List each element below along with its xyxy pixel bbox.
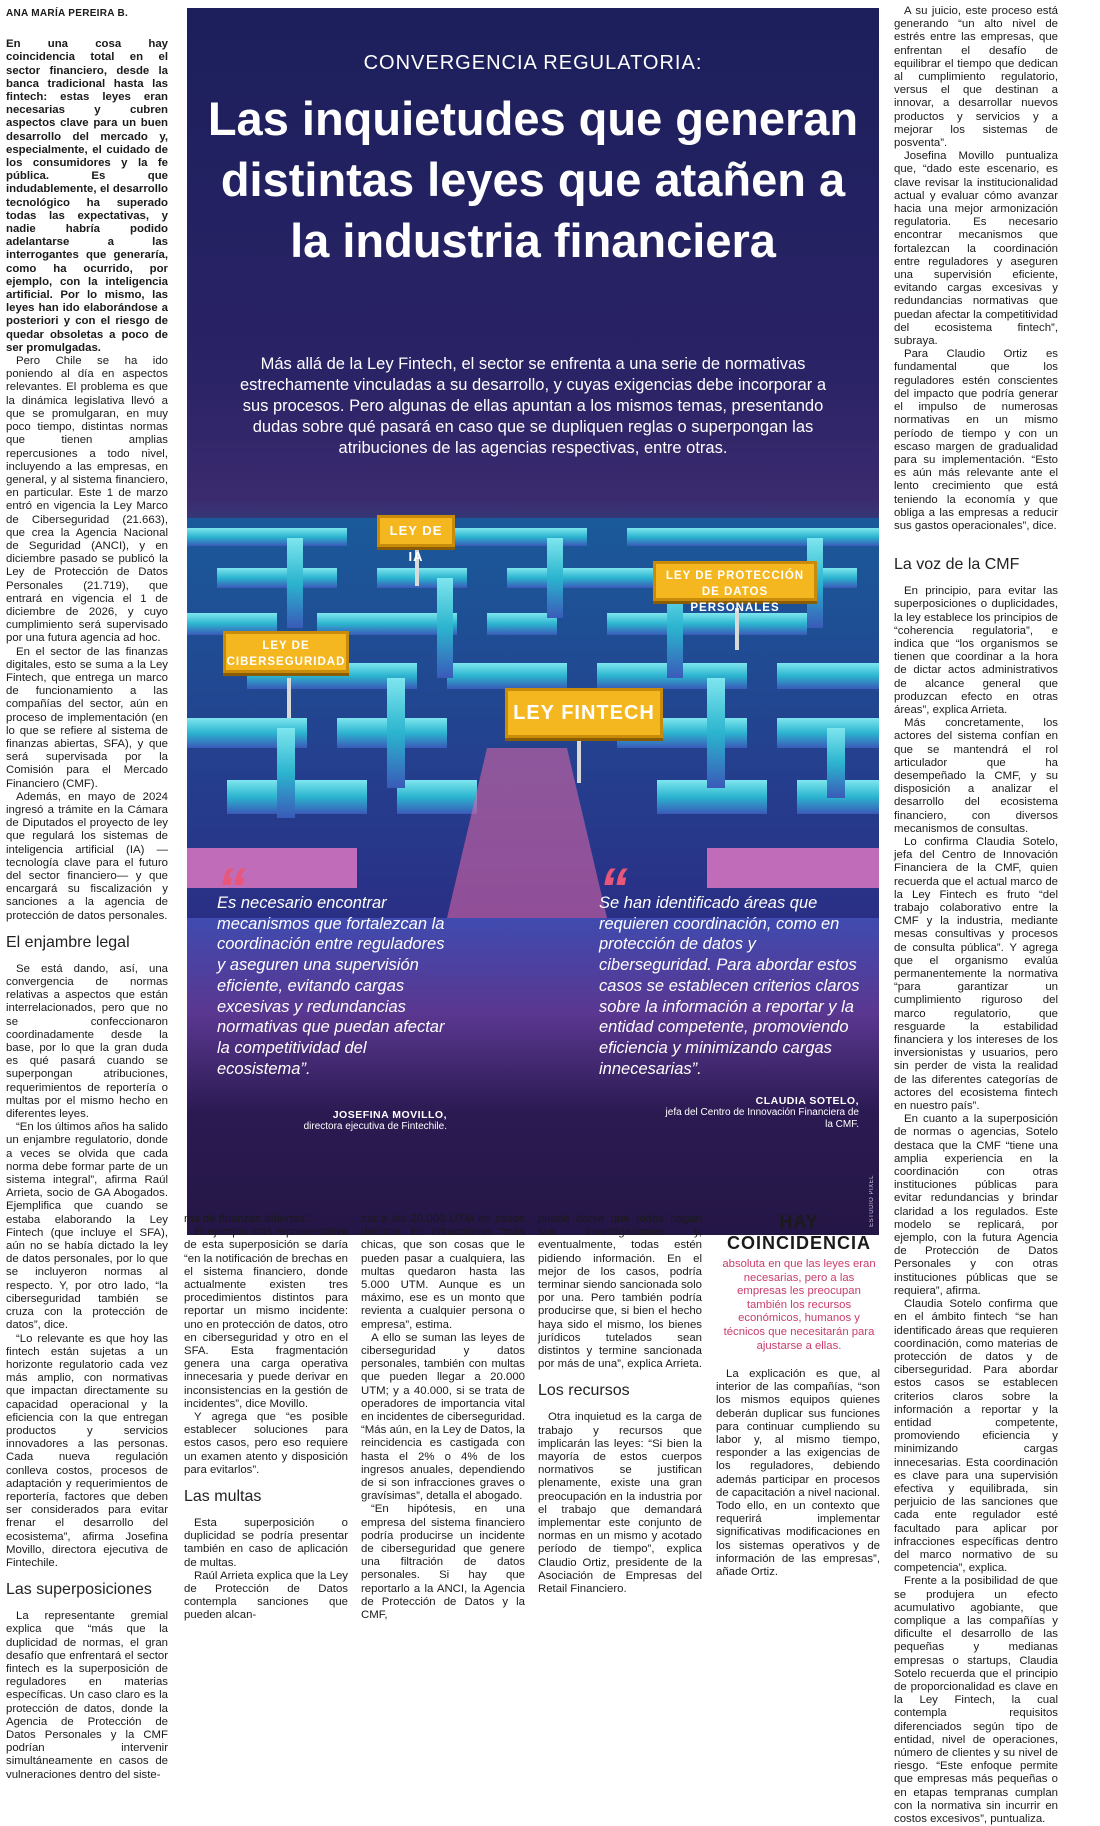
paragraph: puede darse que todas hagan sus investigaciones y, eventualmente, todas estén pidiendo información. En el mejor de los casos, podría terminar siendo sancionada solo por una. Pero también podría producirse que, si bien el hecho haya sido el mismo, los bienes jurídicos tutelados sean distintos y termine sancionada por más de una”, explica Arrieta. <box>538 1213 702 1371</box>
paragraph: “En hipótesis, en una empresa del sistema financiero podría producirse un incidente de ciberseguridad que genere una filtración de datos personales. Si hay que reportarlo a la ANCI, la Agencia de Protección de Datos y la CMF, <box>361 1503 525 1622</box>
sign-ley-fintech: LEY FINTECH <box>505 688 663 738</box>
sign-post <box>577 738 581 783</box>
paragraph: Y agrega que “es posible establecer soluciones para estos casos, pero eso requiere un examen atento y disposición para evitarlos”. <box>184 1411 348 1476</box>
paragraph: Lo confirma Claudia Sotelo, jefa del Centro de Innovación Financiera de la CMF, quien recuerda que el actual marco de la Ley Fintech es fruto “del trabajo colaborativo entre la CMF y la industria, mediante mesas consultivas y procesos de consulta pública”. Y agrega que el organismo evalúa permanentemente la normativa “para garantizar un cumplimiento riguroso del marco regulatorio, que resguarde la estabilidad financiera y los intereses de los inversionistas y usuarios, pero sin perder de vista la realidad de las diferentes categorías de actores del ecosistema fintech en nuestro país”. <box>894 835 1058 1113</box>
quote-movillo: Es necesario encontrar mecanismos que fortalezcan la coordinación entre reguladores y aseguren una supervisión eficiente, evitando cargas excesivas y redundancias normativas que puedan afectar la competitividad del ecosistema”. <box>217 894 445 1078</box>
pull-quote <box>719 1212 879 1353</box>
headline: Las inquietudes que generan distintas leyes que atañen a la industria financiera <box>207 92 859 267</box>
subhead-recursos: Los recursos <box>538 1382 630 1400</box>
subhead-multas: Las multas <box>184 1488 262 1506</box>
paragraph: Otra inquietud es la carga de trabajo y recursos que implicarán las leyes: “Si bien la mayoría de estos cuerpos normativos se justifican plenamente, existe una gran preocupación en la industria por el trabajo que demandará implementar este conjunto de normas en un mismo y acotado período de tiempo”, explica Claudio Ortiz, presidente de la Asociación de Empresas del Retail Financiero. <box>538 1411 702 1596</box>
pull-quote-title: HAY <box>779 1212 819 1232</box>
paragraph: “En los últimos años ha salido un enjambre regulatorio, donde a veces se olvida que cada norma debe formar parte de un sistema integral”, afirma Raúl Arrieta, socio de GA Abogados. Ejemplifica que cuando se estaba elaborando la Ley Fintech (que incluye el SFA), aún no se había dictado la ley de datos personales, por lo que se incluyeron normas al respecto. Y, por otro lado, “la ciberseguridad también se cruza con la protección de datos”, dice. <box>6 1121 168 1332</box>
sign-ley-ia: LEY DE IA <box>377 515 455 547</box>
paragraph: Se está dando, así, una convergencia de normas relativas a aspectos que están interrelacionados, pero que no se confeccionaron coordinadamente desde la base, por lo que la gran duda es qué pasará cuando se superpongan atribuciones, requerimientos de reportería o multas por el mismo hecho en diferentes leyes. <box>6 962 168 1121</box>
paragraph: ma de finanzas abiertas”. <box>184 1213 312 1225</box>
sign-post <box>287 678 291 718</box>
quote-mark-icon: “ <box>217 857 246 922</box>
quote-sotelo-role: jefa del Centro de Innovación Financiera de la CMF. <box>665 1107 859 1130</box>
pull-quote-body: absoluta en que las leyes eran necesarias, pero a las empresas les preocupan también los recursos económicos, humanos y técnicos que necesitarán para ajustarse a ellas. <box>722 1258 876 1352</box>
kicker: CONVERGENCIA REGULATORIA: <box>363 52 703 74</box>
pull-quote-title: COINCIDENCIA <box>726 1233 871 1253</box>
paragraph: En principio, para evitar las superposiciones o duplicidades, la ley establece los principios de “coherencia regulatoria”, e indica que “los organismos se tienen que coordinar a la hora de dictar actos administrativos de alcance general que produzcan efecto en otras áreas”, explica Arrieta. <box>894 585 1058 716</box>
subhead-enjambre: El enjambre legal <box>6 933 130 951</box>
paragraph: Esta superposición o duplicidad se podría presentar también en caso de aplicación de multas. <box>184 1517 348 1569</box>
column-2 <box>184 1213 349 1622</box>
paragraph: A ello se suman las leyes de ciberseguridad y datos personales, también con multas que pueden llegar a 20.000 UTM; y a 40.000, si se trata de operadores de importancia vital en incidentes de ciberseguridad. “Más aún, en la Ley de Datos, la reincidencia es castigada con hasta el 2% o 4% de los ingresos anuales, dependiendo de si son infracciones graves o gravísimas”, detalla el abogado. <box>361 1331 526 1503</box>
paragraph: Raúl Arrieta explica que la Ley de Protección de Datos contempla sanciones que pueden alcan- <box>184 1569 348 1622</box>
column-1 <box>6 7 168 1781</box>
quote-mark-icon: “ <box>599 857 628 922</box>
paragraph: zar a las 20.000 UTM en casos dolosos. En infracciones “más chicas, que son cosas que le pueden pasar a cualquiera, las multas quedaron hasta las 5.000 UTM. Aunque es un máximo, ese es un monto que revienta a cualquier persona o empresa”, estima. <box>361 1213 525 1331</box>
paragraph: En el sector de las finanzas digitales, esto se suma a la Ley Fintech, que entrega un marco de funcionamiento a las compañías del sector, aún en proceso de implementación (en lo que se refiere al sistema de finanzas abiertas, SFA), y que será supervisada por la Comisión para el Mercado Financiero (CMF). <box>6 645 168 790</box>
paragraph: En cuanto a la superposición de normas o agencias, Sotelo destaca que la CMF “tiene una amplia experiencia en la coordinación con otras instituciones públicas para evitar redundancias y brindar claridad a los regulados. Este modelo se replicará, por ejemplo, con la futura Agencia de Protección de Datos Personales y con otras instituciones públicas que se requiera”, afirma. <box>894 1113 1058 1297</box>
lead-paragraph: En una cosa hay coincidencia total en el sector financiero, desde la banca tradicional hasta las fintech: estas leyes eran necesarias y cubren aspectos clave para un buen desarrollo del mercado y, especialmente, el cuidado de los consumidores y la fe pública. Es que indudablemente, el desarrollo tecnológico ha superado todas las expectativas, y nadie habría podido adelantarse a las interrogantes que generaría, como ha ocurrido, por ejemplo, con la inteligencia artificial. Por lo mismo, las leyes han ido elaborándose a posteriori y con el riesgo de quedar obsoletas a poco de ser promulgadas. <box>6 38 168 354</box>
quote-sotelo-attribution <box>659 1095 859 1131</box>
deck: Más allá de la Ley Fintech, el sector se enfrenta a una serie de normativas estrechamente vinculadas a su desarrollo, y cuyas exigencias debe incorporar a sus procesos. Pero algunas de ellas apuntan a los mismos temas, presentando dudas sobre qué pasará en caso que se dupliquen reglas o superpongan las atribuciones de las agencias respectivas, entre otras. <box>239 355 827 457</box>
paragraph: Josefina Movillo puntualiza que, “dado este escenario, es clave revisar la institucionalidad actual y evaluar cómo avanzar hacia una mejor armonización regulatoria. Es necesario encontrar mecanismos que fortalezcan la coordinación entre reguladores y aseguren una supervisión eficiente, evitando cargas excesivas y redundancias normativas que puedan afectar la competitividad del ecosistema fintech”, subraya. <box>894 150 1059 348</box>
quote-movillo-attribution <box>247 1109 447 1133</box>
paragraph: El ejemplo más representativo de esta superposición se daría “en la notificación de brechas en el sistema financiero, donde actualmente existen tres procedimientos distintos para reportar un mismo incidente: uno en protección de datos, otro en ciberseguridad y otro en el SFA. Esta fragmentación genera una carga operativa innecesaria y puede derivar en inconsistencias en la gestión de incidentes”, dice Movillo. <box>184 1226 349 1410</box>
quote-sotelo: Se han identificado áreas que requieren coordinación, como en protección de datos y ciberseguridad. Para abordar estos casos se establecen criterios claros sobre la información a reportar y la entidad competente, promoviendo eficiencia y minimizando cargas innecesarias”. <box>599 894 860 1078</box>
paragraph: “Lo relevante es que hoy las fintech están sujetas a un horizonte regulatorio cada vez más amplio, con normativas que impactan directamente su capacidad operacional y la eficiencia con la que entregan productos y servicios innovadores a las personas. Cada nueva regulación conlleva costos, procesos de adaptación y requerimientos de reportería, factores que deben ser considerados para evitar frenar el desarrollo del ecosistema”, afirma Josefina Movillo, directora ejecutiva de Fintechile. <box>6 1332 168 1569</box>
column-6 <box>894 5 1059 1826</box>
paragraph: Más concretamente, los actores del sistema confían en que se mantendrá el rol articulador que ha desempeñado la CMF, y su disposición a analizar el desarrollo del ecosistema financiero, con diversos mecanismos de consultas. <box>894 717 1058 835</box>
photo-credit: ESTUDIO PIXEL <box>869 1175 875 1227</box>
sign-ley-ciber: LEY DE CIBERSEGURIDAD <box>223 631 349 673</box>
paragraph: A su juicio, este proceso está generando “un alto nivel de estrés entre las empresas, que enfrentan el desafío de equilibrar el tiempo que dedican al cumplimiento regulatorio, versus el que destinan a innovar, a desarrollar nuevos productos y servicios y a mejorar los sistemas de posventa”. <box>894 5 1058 150</box>
paragraph: Claudia Sotelo confirma que en el ámbito fintech “se han identificado áreas que requieren coordinación, como materias de protección de datos y de ciberseguridad. Para abordar estos casos se establecen criterios claros sobre la información a reportar y la entidad competente, promoviendo eficiencia y minimizando cargas innecesarias. Esta coordinación es clave para una supervisión efectiva y equilibrada, sin perjuicio de las sanciones que cada ente regulador esté facultado para aplicar por infracciones específicas dentro del marco normativo de su competencia”, explica. <box>894 1298 1058 1575</box>
paragraph: Además, en mayo de 2024 ingresó a trámite en la Cámara de Diputados el proyecto de ley que regulará los sistemas de inteligencia artificial (IA) —tecnología clave para el futuro del sector financiero— y que encargará su fiscalización y sanciones a la agencia de protección de datos personales. <box>6 790 168 922</box>
column-3 <box>361 1213 526 1622</box>
hero-illustration <box>187 8 879 1235</box>
quote-movillo-role: directora ejecutiva de Fintechile. <box>303 1121 447 1132</box>
byline: ANA MARÍA PEREIRA B. <box>6 8 129 19</box>
paragraph: La representante gremial explica que “más que la duplicidad de normas, el gran desafío que enfrentará el sector fintech es la superposición de reguladores en materias específicas. Un caso claro es la protección de datos, donde la Agencia de Protección de Datos Personales y la CMF podrían intervenir simultáneamente en casos de vulneraciones dentro del siste- <box>6 1610 168 1781</box>
paragraph: Para Claudio Ortiz es fundamental que los reguladores estén conscientes del impacto que podría generar el impulso de numerosas normativas en un mismo período de tiempo y con un escaso margen de gradualidad para su implementación. “Esto es aún más relevante ante el lento crecimiento que está teniendo la economía y que obliga a las empresas a reducir sus gastos operacionales”, dice. <box>894 348 1058 532</box>
quote-movillo-name: JOSEFINA MOVILLO, <box>332 1109 447 1121</box>
paragraph: Pero Chile se ha ido poniendo al día en aspectos relevantes. El problema es que la dinámica legislativa llevó a que se promulgaran, en muy poco tiempo, distintas normas que tienen amplias repercusiones a todo nivel, incluyendo a las empresas, en general, y al sistema financiero, en particular. Este 1 de marzo entró en vigencia la Ley Marco de Ciberseguridad (21.663), que crea la Agencia Nacional de Seguridad (ANCI), y en diciembre pasado se publicó la Ley de Protección de Datos Personales (21.719), que entrará en vigencia el 1 de diciembre de 2026, y cuyo cumplimiento será supervisado por una futura agencia ad hoc. <box>6 355 168 645</box>
paragraph: La explicación es que, al interior de las compañías, “son los mismos equipos quienes deberán duplicar sus funciones para continuar cumpliendo su labor y, al mismo tiempo, responder a las exigencias de los reguladores, debiendo además participar en procesos de capacitación a nivel nacional. Todo ello, en un contexto que requerirá implementar significativas modificaciones en los sistemas operativos y de información de las empresas”, añade Ortiz. <box>716 1368 881 1579</box>
paragraph: Frente a la posibilidad de que se produjera un efecto acumulativo agobiante, que complique a las compañías y dificulte el desarrollo de las pequeñas y medianas empresas o startups, Claudia Sotelo recuerda que el principio de proporcionalidad es clave en la Ley Fintech, la cual contempla requisitos diferenciados según tipo de entidad, nivel de operaciones, número de clientes y su nivel de riesgo. “Este enfoque permite que empresas más pequeñas o en etapas tempranas cumplan con la normativa sin incurrir en costos excesivos”, puntualiza. <box>894 1575 1058 1826</box>
column-4 <box>538 1213 702 1615</box>
quote-sotelo-name: CLAUDIA SOTELO, <box>755 1095 859 1107</box>
subhead-cmf: La voz de la CMF <box>894 556 1020 574</box>
column-5 <box>716 1368 880 1615</box>
sign-ley-datos: LEY DE PROTECCIÓN DE DATOS PERSONALES <box>653 561 817 601</box>
subhead-superposiciones: Las superposiciones <box>6 1581 152 1599</box>
